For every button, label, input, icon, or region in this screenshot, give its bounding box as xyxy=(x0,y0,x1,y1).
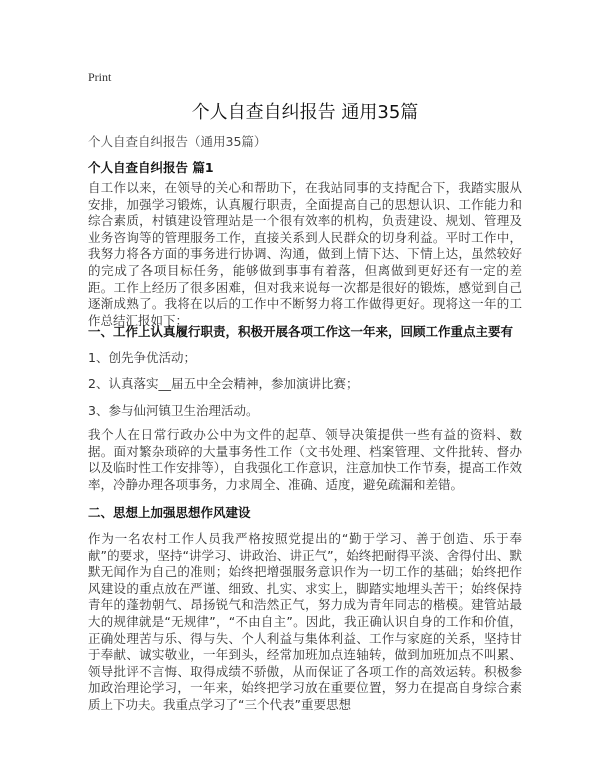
section-title: 个人自查自纠报告 篇1 xyxy=(88,160,214,175)
list-item: 2、认真落实__届五中全会精神，参加演讲比赛； xyxy=(88,376,359,391)
heading-two: 二、思想上加强思想作风建设 xyxy=(88,505,251,520)
document-subtitle: 个人自查自纠报告（通用35篇） xyxy=(88,134,267,149)
print-link[interactable]: Print xyxy=(88,70,112,84)
list-item: 1、创先争优活动； xyxy=(88,350,196,365)
heading-one: 一、工作上认真履行职责，积极开展各项工作这一年来，回顾工作重点主要有 xyxy=(88,324,514,339)
work-paragraph: 我个人在日常行政办公中为文件的起草、领导决策提供一些有益的资料、数据。面对繁杂琐碎的大量事务性工作（文书处理、档案管理、文件批转、督办以及临时性工作安排等），自我强化工作意识，注意加快工作节奏，提高工作效率，冷静办理各项事务，力求周全、准确、适度，避免疏漏和差错。 xyxy=(88,427,522,492)
intro-paragraph: 自工作以来，在领导的关心和帮助下，在我站同事的支持配合下，我踏实服从安排，加强学习锻炼，认真履行职责，全面提高自己的思想认识、工作能力和综合素质，村镇建设管理站是一个很有效率的机构，负责建设、规划、管理及业务咨询等的管理服务工作，直接关系到人民群众的切身利益。平时工作中，我努力将各方面的事务进行协调、沟通，做到上情下达、下情上达，虽然较好的完成了各项目标任务，能够做到事事有着落，但离做到更好还有一定的差距。工作上经历了很多困难，但对我来说每一次都是很好的锻炼，感觉到自己逐渐成熟了。我将在以后的工作中不断努力将工作做得更好。现将这一年的工作总结汇报如下： xyxy=(88,180,522,328)
thought-paragraph: 作为一名农村工作人员我严格按照党提出的“勤于学习、善于创造、乐于奉献”的要求，坚持“讲学习、讲政治、讲正气”，始终把耐得平淡、舍得付出、默默无闻作为自己的准则；始终把增强服务意识作为一切工作的基础；始终把作风建设的重点放在严谨、细致、扎实、求实上，脚踏实地埋头苦干；始终保持青年的蓬勃朝气、昂扬锐气和浩然正气，努力成为青年同志的楷模。建管站最大的规律就是“无规律”，“不由自主”。因此，我正确认识自身的工作和价值，正确处理苦与乐、得与失、个人利益与集体利益、工作与家庭的关系，坚持甘于奉献、诚实敬业，一年到头，经常加班加点连轴转，做到加班加点不叫累、领导批评不言悔、取得成绩不骄傲，从而保证了各项工作的高效运转。积极参加政治理论学习，一年来，始终把学习放在重要位置，努力在提高自身综合素质上下功夫。我重点学习了“三个代表”重要思想 xyxy=(88,531,522,712)
document-title: 个人自查自纠报告 通用35篇 xyxy=(191,102,419,123)
list-item: 3、参与仙河镇卫生治理活动。 xyxy=(88,403,259,418)
